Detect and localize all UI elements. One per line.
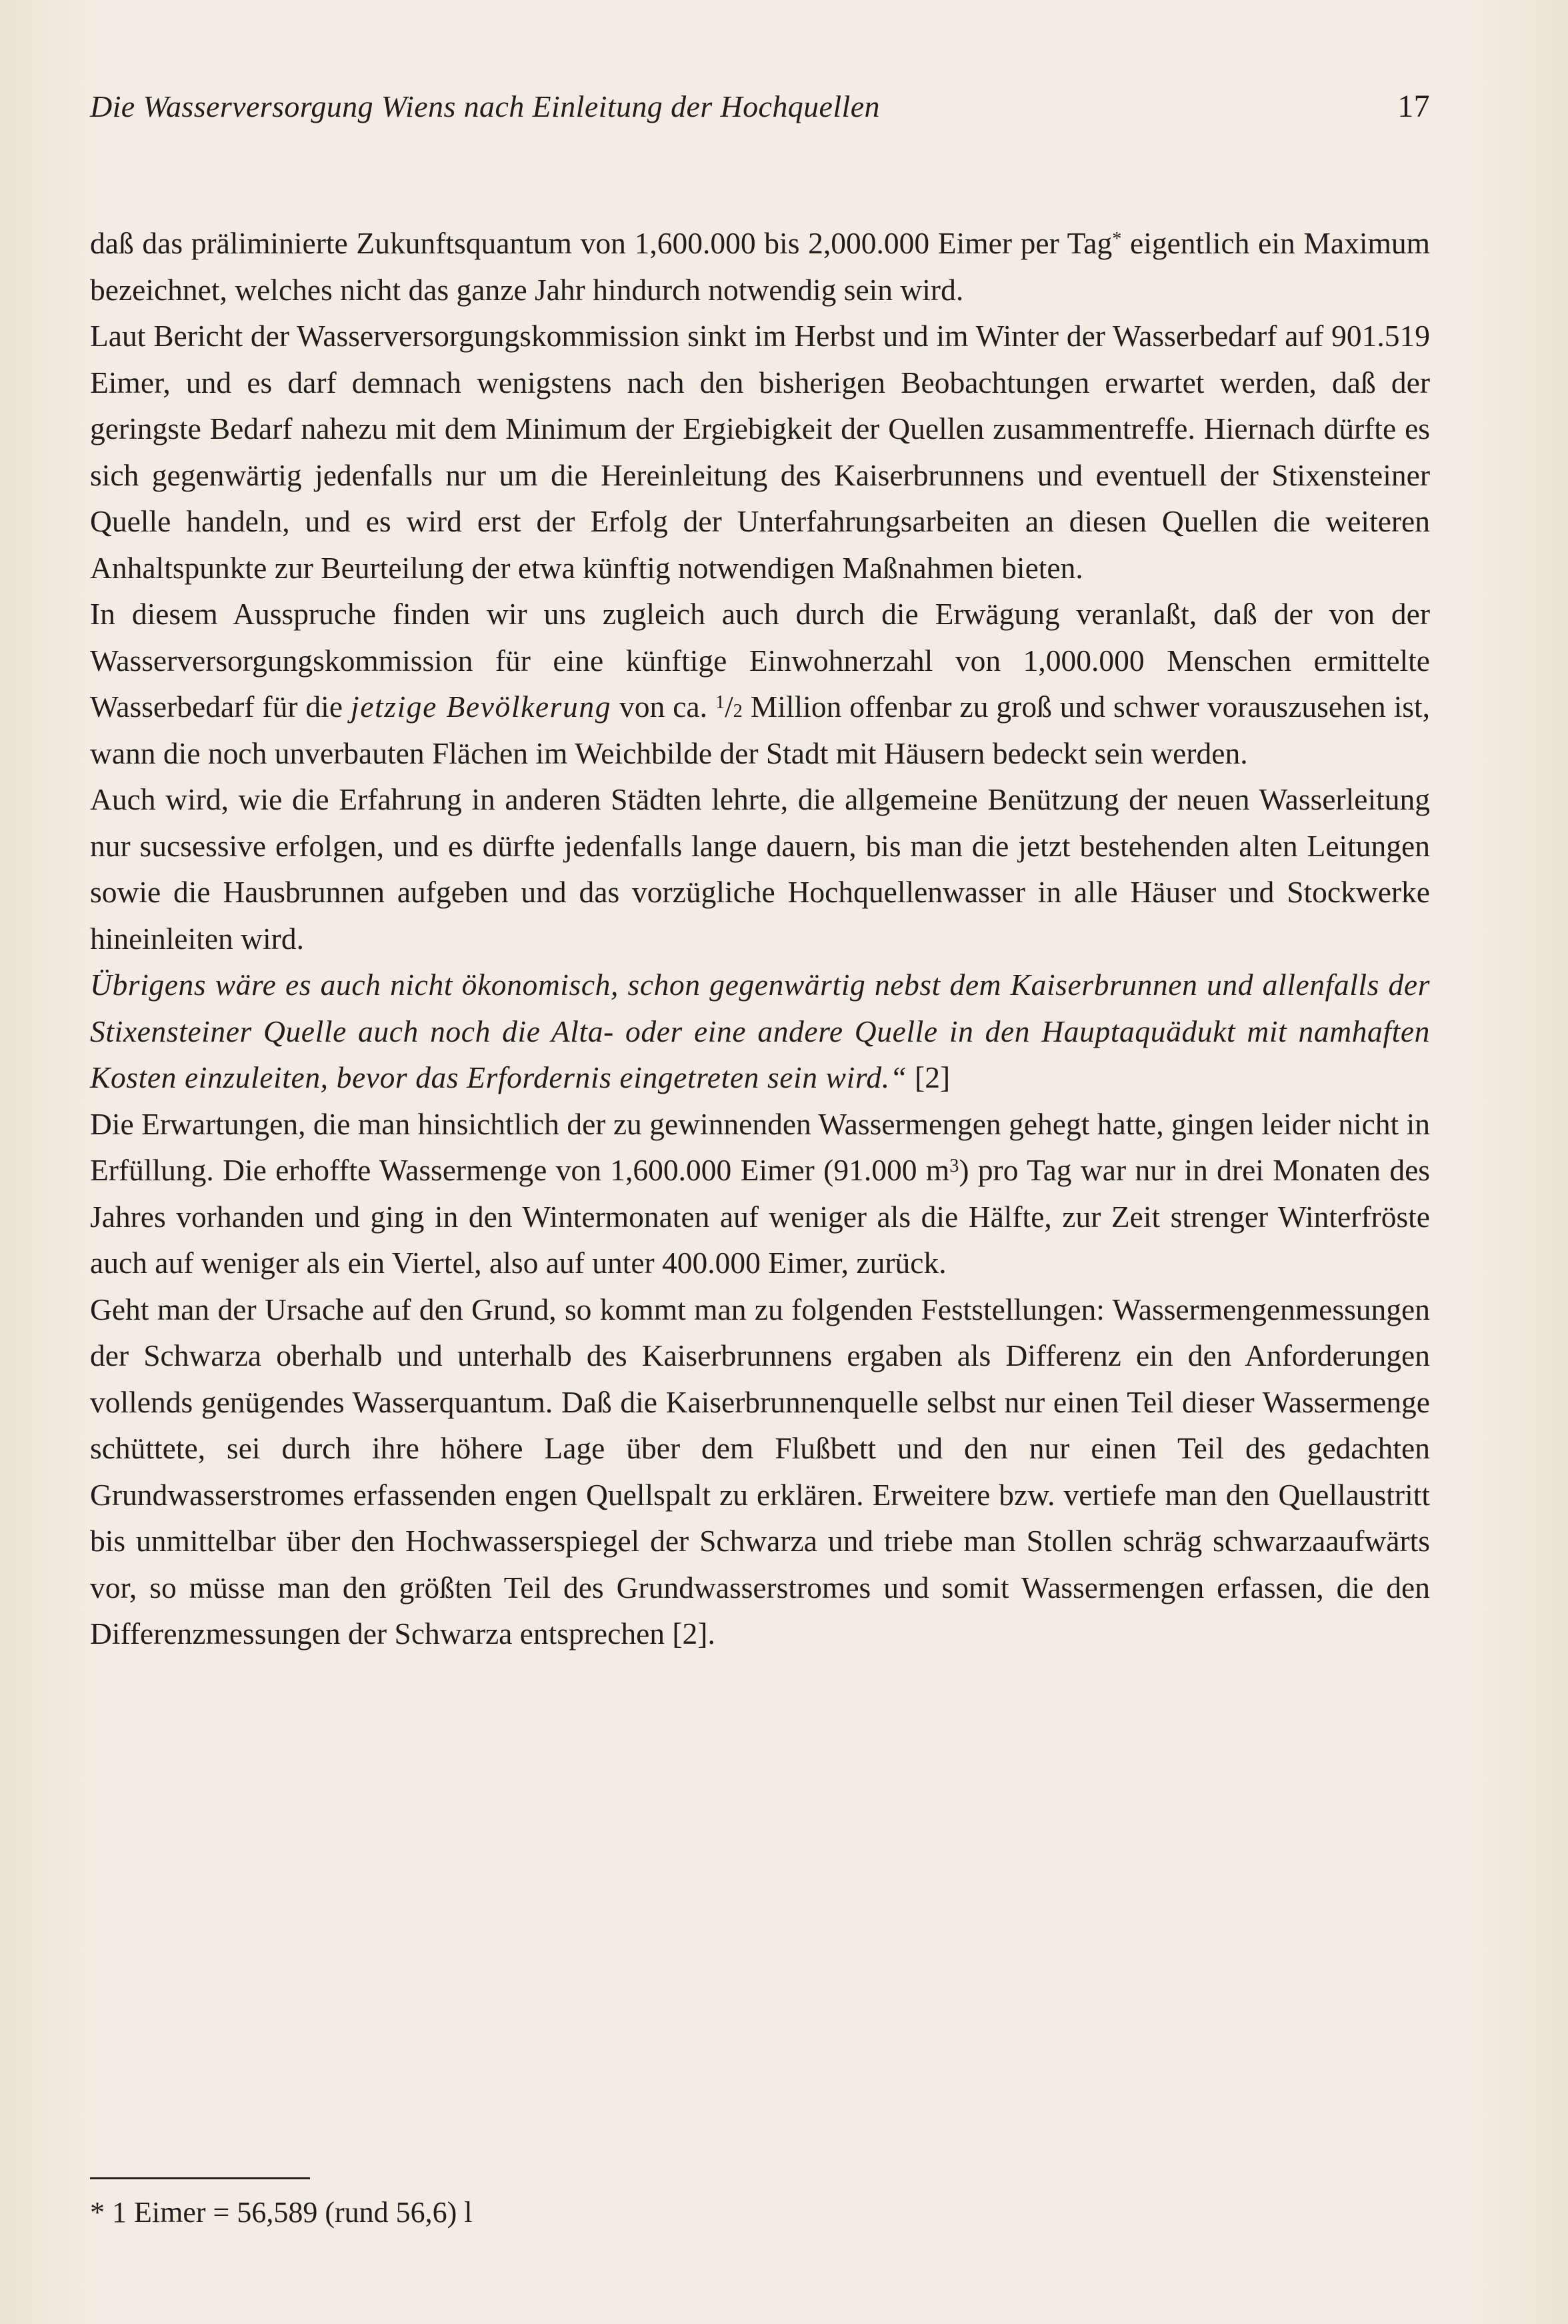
footnote-marker: * [1112, 229, 1122, 250]
paragraph-3-text-a: In diesem Ausspruche finden wir uns zugleich auch durch die Erwägung veranlaßt, daß der von der Wasserversorgungskommission für eine künftige Einwohnerzahl von 1,000.000 Menschen ermittelte Wasserbedarf für die [90, 597, 1430, 724]
paragraph-2: Laut Bericht der Wasserversorgungskommission sinkt im Herbst und im Winter der Wasserbedarf auf 901.519 Eimer, und es darf demnach wenigstens nach den bisherigen Beobachtungen erwartet werden, daß der geringste Bedarf nahezu mit dem Minimum der Ergiebigkeit der Quellen zusammentreffe. Hiernach dürfte es sich gegenwärtig jedenfalls nur um die Hereinleitung des Kaiserbrunnens und eventuell der Stixensteiner Quelle handeln, und es wird erst der Erfolg der Unterfahrungsarbeiten an diesen Quellen die weiteren Anhaltspunkte zur Beurteilung der etwa künftig notwendigen Maßnahmen bieten. [90, 319, 1430, 585]
paragraph-3-text-c: Million offenbar zu groß und schwer vorauszusehen ist, wann die noch unverbauten Flächen im Weichbilde der Stadt mit Häusern bedeckt sein werden. [90, 690, 1430, 770]
page-number: 17 [1397, 89, 1430, 124]
body-text [90, 220, 1430, 1657]
footnote: * 1 Eimer = 56,589 (rund 56,6) l [90, 2196, 473, 2229]
paragraph-3-text-b: von ca. [611, 690, 715, 724]
running-head [90, 83, 1430, 130]
fraction-slash: / [725, 690, 733, 724]
cubic-superscript: 3 [949, 1156, 959, 1177]
paragraph-6-text-b: ) pro Tag war nur in drei Monaten des Jahres vorhanden und ging in den Wintermonaten auf weniger als die Hälfte, zur Zeit strenger Winterfröste auch auf weniger als ein Viertel, also auf unter 400.000 Eimer, zurück. [90, 1153, 1430, 1280]
running-title: Die Wasserversorgung Wiens nach Einleitung der Hochquellen [90, 89, 880, 123]
paragraph-1-text-a: daß das präliminierte Zukunftsquantum von 1,600.000 bis 2,000.000 Eimer per Tag [90, 226, 1113, 260]
paragraph-7: Geht man der Ursache auf den Grund, so kommt man zu folgenden Feststellungen: Wassermengenmessungen der Schwarza oberhalb und unterhalb des Kaiserbrunnens ergaben als Differenz ein den Anforderungen vollends genügendes Wasserquantum. Daß die Kaiserbrunnenquelle selbst nur einen Teil dieser Wassermenge schüttete, sei durch ihre höhere Lage über dem Flußbett und den nur einen Teil des gedachten Grundwasserstromes erfassenden engen Quellspalt zu erklären. Erweitere bzw. vertiefe man den Quellaustritt bis unmittelbar über den Hochwasserspiegel der Schwarza und triebe man Stollen schräg schwarzaaufwärts vor, so müsse man den größten Teil des Grundwasserstromes und somit Wassermengen erfassen, die den Differenzmessungen der Schwarza entsprechen [2]. [90, 1292, 1430, 1650]
fraction-denominator: 2 [733, 701, 743, 722]
paragraph-1 [90, 220, 1430, 313]
paragraph-6-text-a: Die Erwartungen, die man hinsichtlich der zu gewinnenden Wassermengen gehegt hatte, gingen leider nicht in Erfüllung. Die erhoffte Wassermenge von 1,600.000 Eimer (91.000 m [90, 1106, 1430, 1187]
paragraph-5 [90, 962, 1430, 1101]
citation-reference: [2] [907, 1060, 951, 1094]
fraction-numerator: 1 [715, 692, 725, 714]
paragraph-3 [90, 591, 1430, 776]
paragraph-1-text-b: eigentlich ein Maximum bezeichnet, welches nicht das ganze Jahr hindurch notwendig sein wird. [90, 226, 1430, 307]
paragraph-4: Auch wird, wie die Erfahrung in anderen Städten lehrte, die allgemeine Benützung der neuen Wasserleitung nur sucsessive erfolgen, und es dürfte jedenfalls lange dauern, bis man die jetzt bestehenden alten Leitungen sowie die Hausbrunnen aufgeben und das vorzügliche Hochquellenwasser in alle Häuser und Stockwerke hineinleiten wird. [90, 782, 1430, 956]
emphasis-jetzige-bevoelkerung: jetzige Bevölkerung [350, 690, 612, 724]
footnote-rule [90, 2177, 310, 2179]
paragraph-6 [90, 1101, 1430, 1286]
italic-quotation: Übrigens wäre es auch nicht ökonomisch, schon gegenwärtig nebst dem Kaiserbrunnen und allenfalls der Stixensteiner Quelle auch noch die Alta- oder eine andere Quelle in den Hauptaquädukt mit namhaften Kosten einzuleiten, bevor das Erfordernis eingetreten sein wird.“ [90, 968, 1430, 1094]
